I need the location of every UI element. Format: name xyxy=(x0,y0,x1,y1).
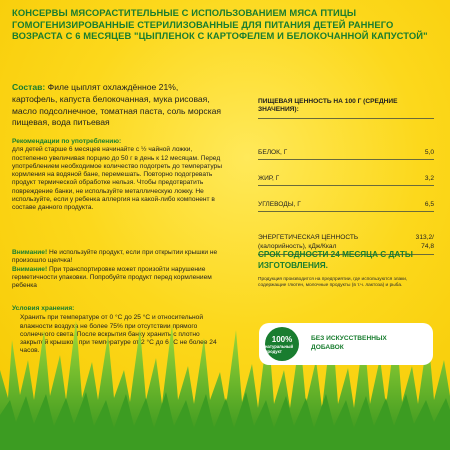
badge-text: БЕЗ ИСКУССТВЕННЫХ ДОБАВОК xyxy=(311,335,387,351)
composition-label: Состав: xyxy=(12,82,46,92)
allergen-note: Продукция производится на предприятии, где используются злаки, содержащие глютен, молочные продукты (в т.ч. лактоза) и рыба. xyxy=(258,277,408,288)
nutrition-label: УГЛЕВОДЫ, Г xyxy=(258,200,301,208)
recommendations-block xyxy=(12,138,226,213)
storage-heading: Условия хранения: xyxy=(12,305,75,312)
storage-text: Хранить при температуре от 0 °С до 25 °С и относительной влажности воздуха не более 75% при отсутствии прямого солнечного света. После вскрытия банку хранить с плотно закрытой крышкой при температуре от 2 °С до 6 °С не более 24 часов. xyxy=(20,314,217,355)
nutrition-row xyxy=(258,160,434,186)
nutrition-value: 6,5 xyxy=(424,200,434,208)
nutrition-label: ЭНЕРГЕТИЧЕСКАЯ ЦЕННОСТЬ (калорийность), кДж/Ккал xyxy=(258,234,359,250)
warning-item xyxy=(12,249,226,266)
nutrition-value: 313,2/ 74,8 xyxy=(415,234,434,250)
composition-text: Филе цыплят охлаждённое 21%, картофель, капуста белокочанная, мука рисовая, масло подсолнечное, томатная паста, соль морская пищевая, вода питьевая xyxy=(12,82,222,128)
nutrition-table xyxy=(258,98,434,255)
warning-label: Внимание! xyxy=(12,265,48,273)
warning-label: Внимание! xyxy=(12,249,48,256)
warnings-block xyxy=(12,249,226,290)
nutrition-value: 3,2 xyxy=(424,174,434,182)
nutrition-value: 5,0 xyxy=(424,148,434,156)
nutrition-row xyxy=(258,212,434,255)
nutrition-heading: ПИЩЕВАЯ ЦЕННОСТЬ НА 100 Г (СРЕДНИЕ ЗНАЧЕНИЯ): xyxy=(258,98,434,119)
seal-text: натуральный продукт xyxy=(265,343,294,354)
warning-text: При транспортировке может произойти нарушение герметичности упаковки. Попробуйте продукт перед кормлением ребенка xyxy=(12,265,212,290)
shelf-life: СРОК ГОДНОСТИ 24 МЕСЯЦА С ДАТЫ ИЗГОТОВЛЕНИЯ. xyxy=(258,250,413,270)
product-title: КОНСЕРВЫ МЯСОРАСТИТЕЛЬНЫЕ С ИСПОЛЬЗОВАНИЕМ МЯСА ПТИЦЫ ГОМОГЕНИЗИРОВАННЫЕ СТЕРИЛИЗОВАННЫЕ ДЛЯ ПИТАНИЯ ДЕТЕЙ РАННЕГО ВОЗРАСТА С 6 МЕСЯЦЕВ "ЦЫПЛЕНОК С КАРТОФЕЛЕМ И БЕЛОКОЧАННОЙ КАПУСТОЙ" xyxy=(12,7,428,42)
nutrition-label: БЕЛОК, Г xyxy=(258,148,288,156)
nutrition-row xyxy=(258,186,434,212)
warning-text: Не используйте продукт, если при открытии крышки не произошло щелчка! xyxy=(12,249,218,265)
natural-product-seal xyxy=(265,327,299,361)
seal-percent: 100% xyxy=(271,334,293,344)
warning-item xyxy=(12,266,226,291)
no-additives-badge xyxy=(259,323,433,365)
composition-block xyxy=(12,82,222,129)
recommendations-heading: Рекомендации по употреблению: xyxy=(12,138,122,145)
nutrition-row xyxy=(258,119,434,160)
recommendations-text: для детей старше 6 месяцев начинайте с ½ чайной ложки, постепенно увеличивая порцию до 50 г в день к 12 месяцам. Перед употреблением необходимое количество подогреть до температуры кормления на водяной бане, перемешать. Повторно подогревать продукт термической обработке нельзя. Чтобы предотвратить повреждение банки, не используйте металлическую ложку. Не используйте, если у ребенка аллергия на какой-либо компонент в составе данного продукта. xyxy=(12,146,222,212)
nutrition-label: ЖИР, Г xyxy=(258,174,280,182)
